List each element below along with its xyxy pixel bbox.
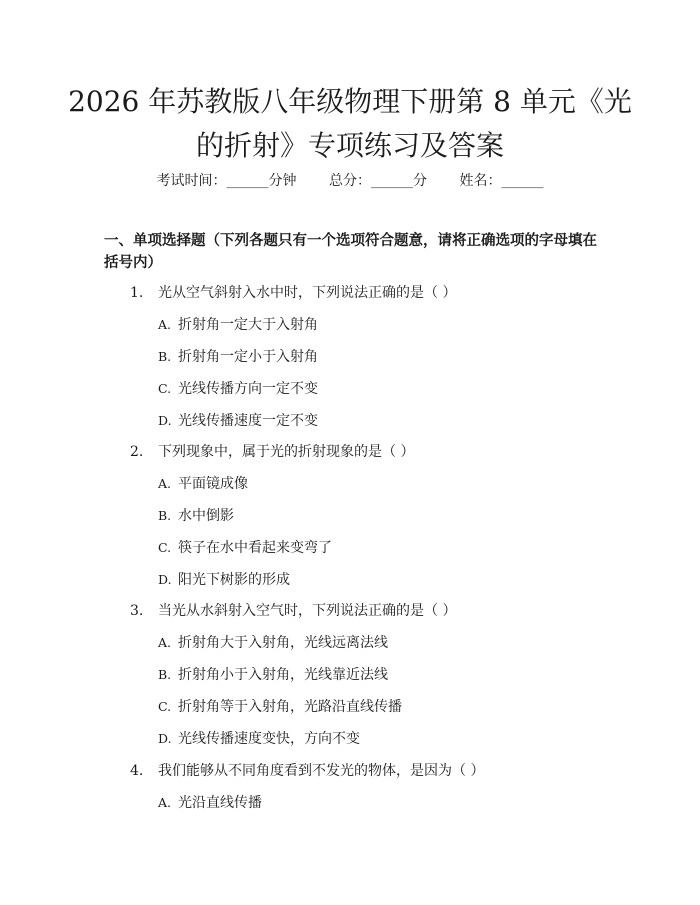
option-label: B. xyxy=(158,349,172,364)
question-text: 我们能够从不同角度看到不发光的物体，是因为（ ） xyxy=(158,763,485,779)
option xyxy=(158,346,318,366)
option xyxy=(158,632,388,652)
question xyxy=(130,600,456,620)
option xyxy=(158,410,318,430)
option-text: 水中倒影 xyxy=(178,508,234,524)
option-label: D. xyxy=(158,413,172,428)
option-label: A. xyxy=(158,476,172,491)
option-label: A. xyxy=(158,317,172,332)
option xyxy=(158,314,318,334)
option xyxy=(158,696,402,716)
document-title: 2026 年苏教版八年级物理下册第 8 单元《光的折射》专项练习及答案 xyxy=(68,85,632,162)
option-text: 平面镜成像 xyxy=(178,476,248,492)
question-number: 3. xyxy=(130,603,144,619)
option-text: 光沿直线传播 xyxy=(178,795,262,811)
option xyxy=(158,505,234,525)
option xyxy=(158,792,262,812)
option-text: 光线传播方向一定不变 xyxy=(178,381,318,397)
option-text: 折射角小于入射角，光线靠近法线 xyxy=(178,667,388,683)
option xyxy=(158,569,290,589)
option-label: A. xyxy=(158,795,172,810)
question-number: 2. xyxy=(130,444,144,460)
option-label: C. xyxy=(158,699,172,714)
question xyxy=(130,760,484,780)
question-text: 光从空气斜射入水中时，下列说法正确的是（ ） xyxy=(158,285,457,301)
option-text: 阳光下树影的形成 xyxy=(178,572,290,588)
option-text: 折射角一定大于入射角 xyxy=(178,317,318,333)
option xyxy=(158,378,318,398)
question-number: 4. xyxy=(130,763,144,779)
option-text: 筷子在水中看起来变弯了 xyxy=(178,540,332,556)
question-text: 下列现象中，属于光的折射现象的是（ ） xyxy=(158,444,415,460)
option xyxy=(158,473,248,493)
total-score: 总分：______分 xyxy=(329,173,427,189)
question xyxy=(130,441,414,461)
option-text: 光线传播速度一定不变 xyxy=(178,413,318,429)
option-text: 折射角等于入射角，光路沿直线传播 xyxy=(178,699,402,715)
question xyxy=(130,282,456,302)
option-label: B. xyxy=(158,508,172,523)
option-label: A. xyxy=(158,635,172,650)
option-text: 光线传播速度变快，方向不变 xyxy=(178,731,360,747)
option-label: C. xyxy=(158,540,172,555)
option xyxy=(158,728,360,748)
section-heading: 一、单项选择题（下列各题只有一个选项符合题意，请将正确选项的字母填在括号内） xyxy=(104,232,597,271)
question-text: 当光从水斜射入空气时，下列说法正确的是（ ） xyxy=(158,603,457,619)
option-label: C. xyxy=(158,381,172,396)
exam-info xyxy=(0,170,700,190)
option xyxy=(158,664,388,684)
option-label: D. xyxy=(158,731,172,746)
option-text: 折射角大于入射角，光线远离法线 xyxy=(178,635,388,651)
option-label: D. xyxy=(158,572,172,587)
question-number: 1. xyxy=(130,285,144,301)
option-label: B. xyxy=(158,667,172,682)
exam-time: 考试时间：______分钟 xyxy=(156,173,297,189)
option-text: 折射角一定小于入射角 xyxy=(178,349,318,365)
student-name: 姓名：______ xyxy=(459,173,544,189)
option xyxy=(158,537,332,557)
